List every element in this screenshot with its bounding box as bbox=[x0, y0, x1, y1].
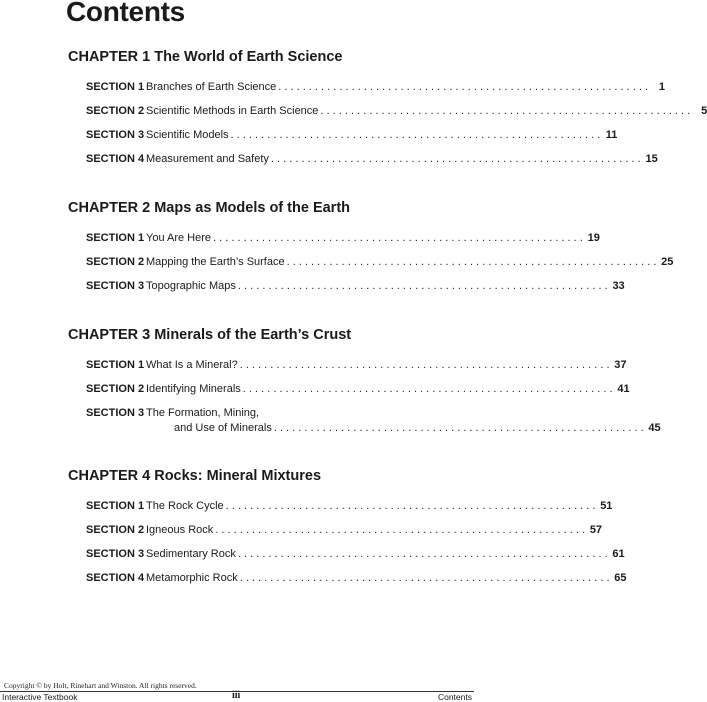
toc-entry[interactable] bbox=[86, 571, 627, 595]
page-number: 41 bbox=[617, 383, 630, 395]
section-title: Identifying Minerals bbox=[146, 383, 241, 395]
section-title-line-1: The Formation, Mining, bbox=[146, 407, 260, 419]
dot-leader bbox=[231, 128, 601, 143]
chapter-title: Minerals of the Earth’s Crust bbox=[154, 327, 352, 343]
chapter-heading[interactable] bbox=[68, 199, 410, 217]
toc-entry[interactable] bbox=[86, 80, 666, 104]
section-title: Igneous Rock bbox=[146, 524, 214, 536]
dot-leader bbox=[287, 255, 657, 270]
chapter-2 bbox=[68, 199, 674, 303]
section-label: SECTION 1 bbox=[86, 232, 145, 244]
footer-page-number: iii bbox=[232, 690, 241, 701]
section-label: SECTION 4 bbox=[86, 572, 145, 584]
section-label: SECTION 3 bbox=[86, 280, 145, 292]
toc-entry[interactable] bbox=[86, 128, 618, 152]
table-of-contents bbox=[68, 48, 707, 618]
chapter-label: CHAPTER 3 bbox=[68, 327, 151, 343]
toc-entry[interactable] bbox=[86, 523, 603, 547]
section-title: and Use of Minerals bbox=[174, 422, 272, 434]
toc-entry[interactable] bbox=[86, 382, 630, 406]
toc-entry[interactable] bbox=[86, 255, 674, 279]
toc-entry[interactable] bbox=[86, 547, 625, 571]
toc-entry[interactable] bbox=[86, 152, 658, 176]
dot-leader bbox=[238, 279, 608, 294]
chapter-heading[interactable] bbox=[68, 467, 410, 485]
section-label: SECTION 3 bbox=[86, 407, 145, 419]
section-label: SECTION 3 bbox=[86, 129, 145, 141]
dot-leader bbox=[215, 523, 585, 538]
page-footer bbox=[0, 692, 474, 702]
chapter-label: CHAPTER 2 bbox=[68, 200, 151, 216]
copyright-notice: Copyright © by Holt, Rinehart and Winston. All rights reserved. bbox=[4, 681, 197, 690]
dot-leader bbox=[226, 499, 596, 514]
chapter-label: CHAPTER 1 bbox=[68, 49, 151, 65]
chapter-3 bbox=[68, 326, 661, 444]
dot-leader bbox=[278, 80, 648, 95]
toc-entry[interactable] bbox=[86, 104, 707, 128]
chapter-heading[interactable] bbox=[68, 326, 410, 344]
page-number: 57 bbox=[589, 524, 603, 536]
dot-leader bbox=[320, 104, 690, 119]
chapter-title: The World of Earth Science bbox=[154, 49, 343, 65]
page-number: 51 bbox=[600, 500, 613, 512]
page-title: Contents bbox=[66, 0, 185, 27]
toc-entry[interactable] bbox=[86, 279, 625, 303]
section-label: SECTION 1 bbox=[86, 500, 145, 512]
toc-entry[interactable] bbox=[86, 358, 627, 382]
section-title: Measurement and Safety bbox=[146, 153, 269, 165]
chapter-1 bbox=[68, 48, 707, 176]
page-number: 61 bbox=[612, 548, 625, 560]
section-title: Scientific Methods in Earth Science bbox=[146, 105, 319, 117]
section-label: SECTION 2 bbox=[86, 524, 145, 536]
dot-leader bbox=[213, 231, 583, 246]
dot-leader bbox=[238, 547, 608, 562]
page-number: 33 bbox=[612, 280, 625, 292]
section-title: What Is a Mineral? bbox=[146, 359, 238, 371]
chapter-title: Rocks: Mineral Mixtures bbox=[154, 468, 322, 484]
section-title: The Rock Cycle bbox=[146, 500, 224, 512]
section-label: SECTION 2 bbox=[86, 383, 145, 395]
toc-entry[interactable] bbox=[86, 406, 661, 444]
dot-leader bbox=[240, 358, 610, 373]
page-number: 37 bbox=[614, 359, 627, 371]
page-number: 19 bbox=[587, 232, 600, 244]
footer-book-title: Interactive Textbook bbox=[2, 692, 78, 702]
section-label: SECTION 4 bbox=[86, 153, 145, 165]
section-title: Scientific Models bbox=[146, 129, 229, 141]
page-number: 1 bbox=[658, 81, 666, 93]
chapter-heading[interactable] bbox=[68, 48, 410, 66]
toc-entry[interactable] bbox=[86, 499, 613, 523]
dot-leader bbox=[240, 571, 610, 586]
section-label: SECTION 1 bbox=[86, 359, 145, 371]
dot-leader bbox=[271, 152, 641, 167]
chapter-4 bbox=[68, 467, 627, 595]
section-title: Metamorphic Rock bbox=[146, 572, 238, 584]
dot-leader bbox=[243, 382, 613, 397]
page-number: 15 bbox=[645, 153, 658, 165]
page-number: 25 bbox=[661, 256, 674, 268]
page-number: 65 bbox=[614, 572, 627, 584]
page-number: 11 bbox=[605, 129, 618, 141]
page-number: 5 bbox=[701, 105, 707, 117]
section-label: SECTION 1 bbox=[86, 81, 145, 93]
section-title: Topographic Maps bbox=[146, 280, 236, 292]
toc-entry[interactable] bbox=[86, 231, 600, 255]
section-title: Sedimentary Rock bbox=[146, 548, 236, 560]
section-title: Mapping the Earth’s Surface bbox=[146, 256, 285, 268]
chapter-title: Maps as Models of the Earth bbox=[154, 200, 351, 216]
section-title: Branches of Earth Science bbox=[146, 81, 277, 93]
chapter-label: CHAPTER 4 bbox=[68, 468, 151, 484]
section-label: SECTION 3 bbox=[86, 548, 145, 560]
section-title: You Are Here bbox=[146, 232, 212, 244]
footer-section-name: Contents bbox=[437, 692, 472, 702]
section-label: SECTION 2 bbox=[86, 256, 145, 268]
section-label: SECTION 2 bbox=[86, 105, 145, 117]
dot-leader bbox=[274, 421, 644, 436]
page-number: 45 bbox=[648, 422, 661, 434]
